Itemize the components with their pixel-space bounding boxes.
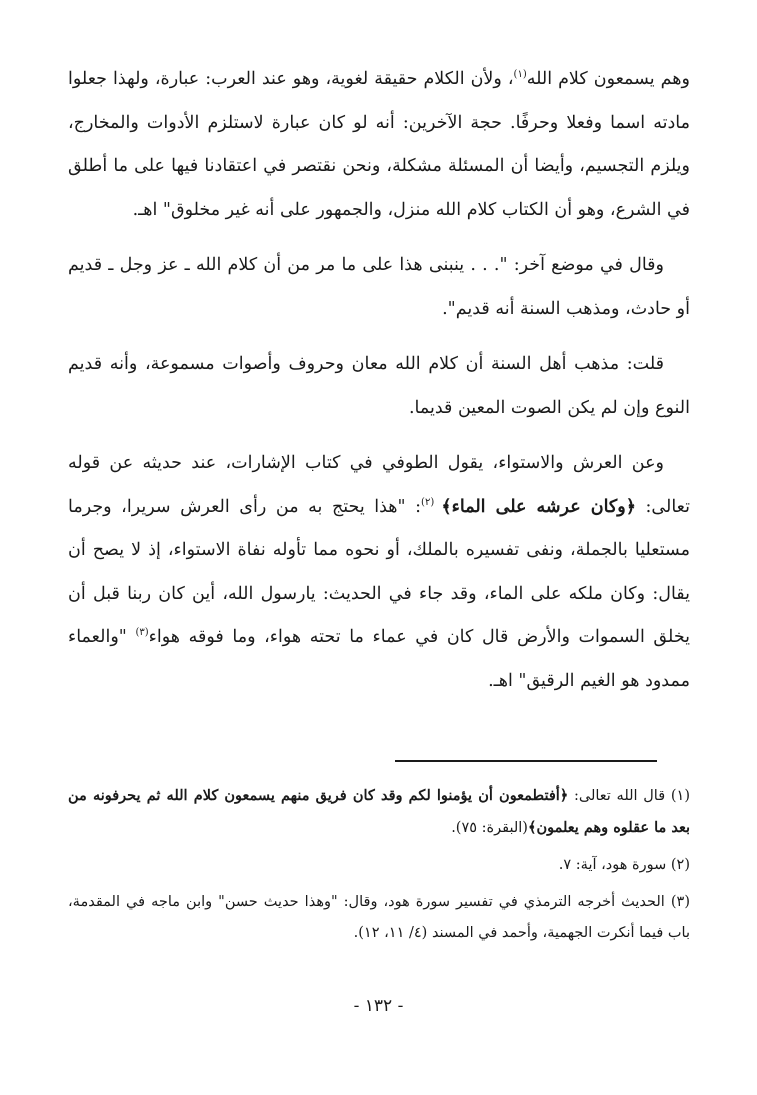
footnote-1 bbox=[68, 780, 690, 844]
footnote-ref-2: (٢) bbox=[421, 496, 442, 508]
p4-end-text: "والعماء ممدود هو الغيم الرقيق" اهـ. bbox=[68, 627, 690, 691]
main-text bbox=[68, 58, 690, 715]
paragraph-1 bbox=[68, 58, 690, 232]
page-number: - ١٣٢ - bbox=[353, 996, 404, 1016]
p4-rest-text: : "هذا يحتج به من رأى العرش سريرا، وجرما مستعليا بالجملة، ونفى تفسيره بالملك، أو نحوه مما تأوله نفاة الاستواء، إذ لا يصح أن يقال: وكان ملكه على الماء، وقد جاء في الحديث: يارسول الله، أين كان ربنا قبل أن يخلق السموات والأرض قال كان في عماء ما تحته هواء، وما فوقه هواء bbox=[68, 496, 690, 647]
footnote-ref-3: (٣) bbox=[135, 627, 149, 639]
p1-text: وهم يسمعون كلام الله bbox=[526, 69, 690, 89]
quran-verse: ﴿وكان عرشه على الماء﴾ bbox=[441, 496, 636, 517]
footnote-3: (٣) الحديث أخرجه الترمذي في تفسير سورة هود، وقال: "وهذا حديث حسن" وابن ماجه في المقدمة، باب فيما أنكرت الجهمية، وأحمد في المسند (٤/ ١١، ١٢). bbox=[68, 894, 690, 941]
paragraph-2: وقال في موضع آخر: ". . . ينبنى هذا على ما مر من أن كلام الله ـ عز وجل ـ قديم أو حادث، ومذهب السنة أنه قديم". bbox=[68, 255, 690, 319]
footnote-divider bbox=[395, 760, 657, 762]
p4-start-text: وعن العرش والاستواء، يقول الطوفي في كتاب الإشارات، عند حديثه عن قوله تعالى: bbox=[68, 453, 690, 517]
paragraph-3: قلت: مذهب أهل السنة أن كلام الله معان وحروف وأصوات مسموعة، وأنه قديم النوع وإن لم يكن الصوت المعين قديما. bbox=[68, 354, 690, 418]
footnote-1-ref: (البقرة: ٧٥). bbox=[451, 820, 528, 836]
p1-rest-text: ، ولأن الكلام حقيقة لغوية، وهو عند العرب: عبارة، ولهذا جعلوا مادته اسما وفعلا وحرفًا. حجة الآخرين: أنه لو كان عبارة لاستلزم الأدوات والمخارج، ويلزم التجسيم، وأيضا أن المسئلة مشكلة، ونحن نقتصر في اعتقادنا فيها على ما أطلق في الشرع، وهو أن الكتاب كلام الله منزل، والجمهور على أنه غير مخلوق" اهـ. bbox=[68, 69, 690, 220]
paragraph-4 bbox=[68, 442, 690, 703]
footnote-1-label: (١) قال الله تعالى: bbox=[568, 788, 690, 804]
footnote-ref-1: (١) bbox=[513, 69, 527, 81]
footnote-2: (٢) سورة هود، آية: ٧. bbox=[558, 857, 690, 873]
footnote-1-verse: ﴿أفتطمعون أن يؤمنوا لكم وقد كان فريق منهم يسمعون كلام الله ثم يحرفونه من بعد ما عقلوه وهم يعلمون﴾ bbox=[68, 787, 690, 836]
footnotes bbox=[68, 780, 690, 955]
